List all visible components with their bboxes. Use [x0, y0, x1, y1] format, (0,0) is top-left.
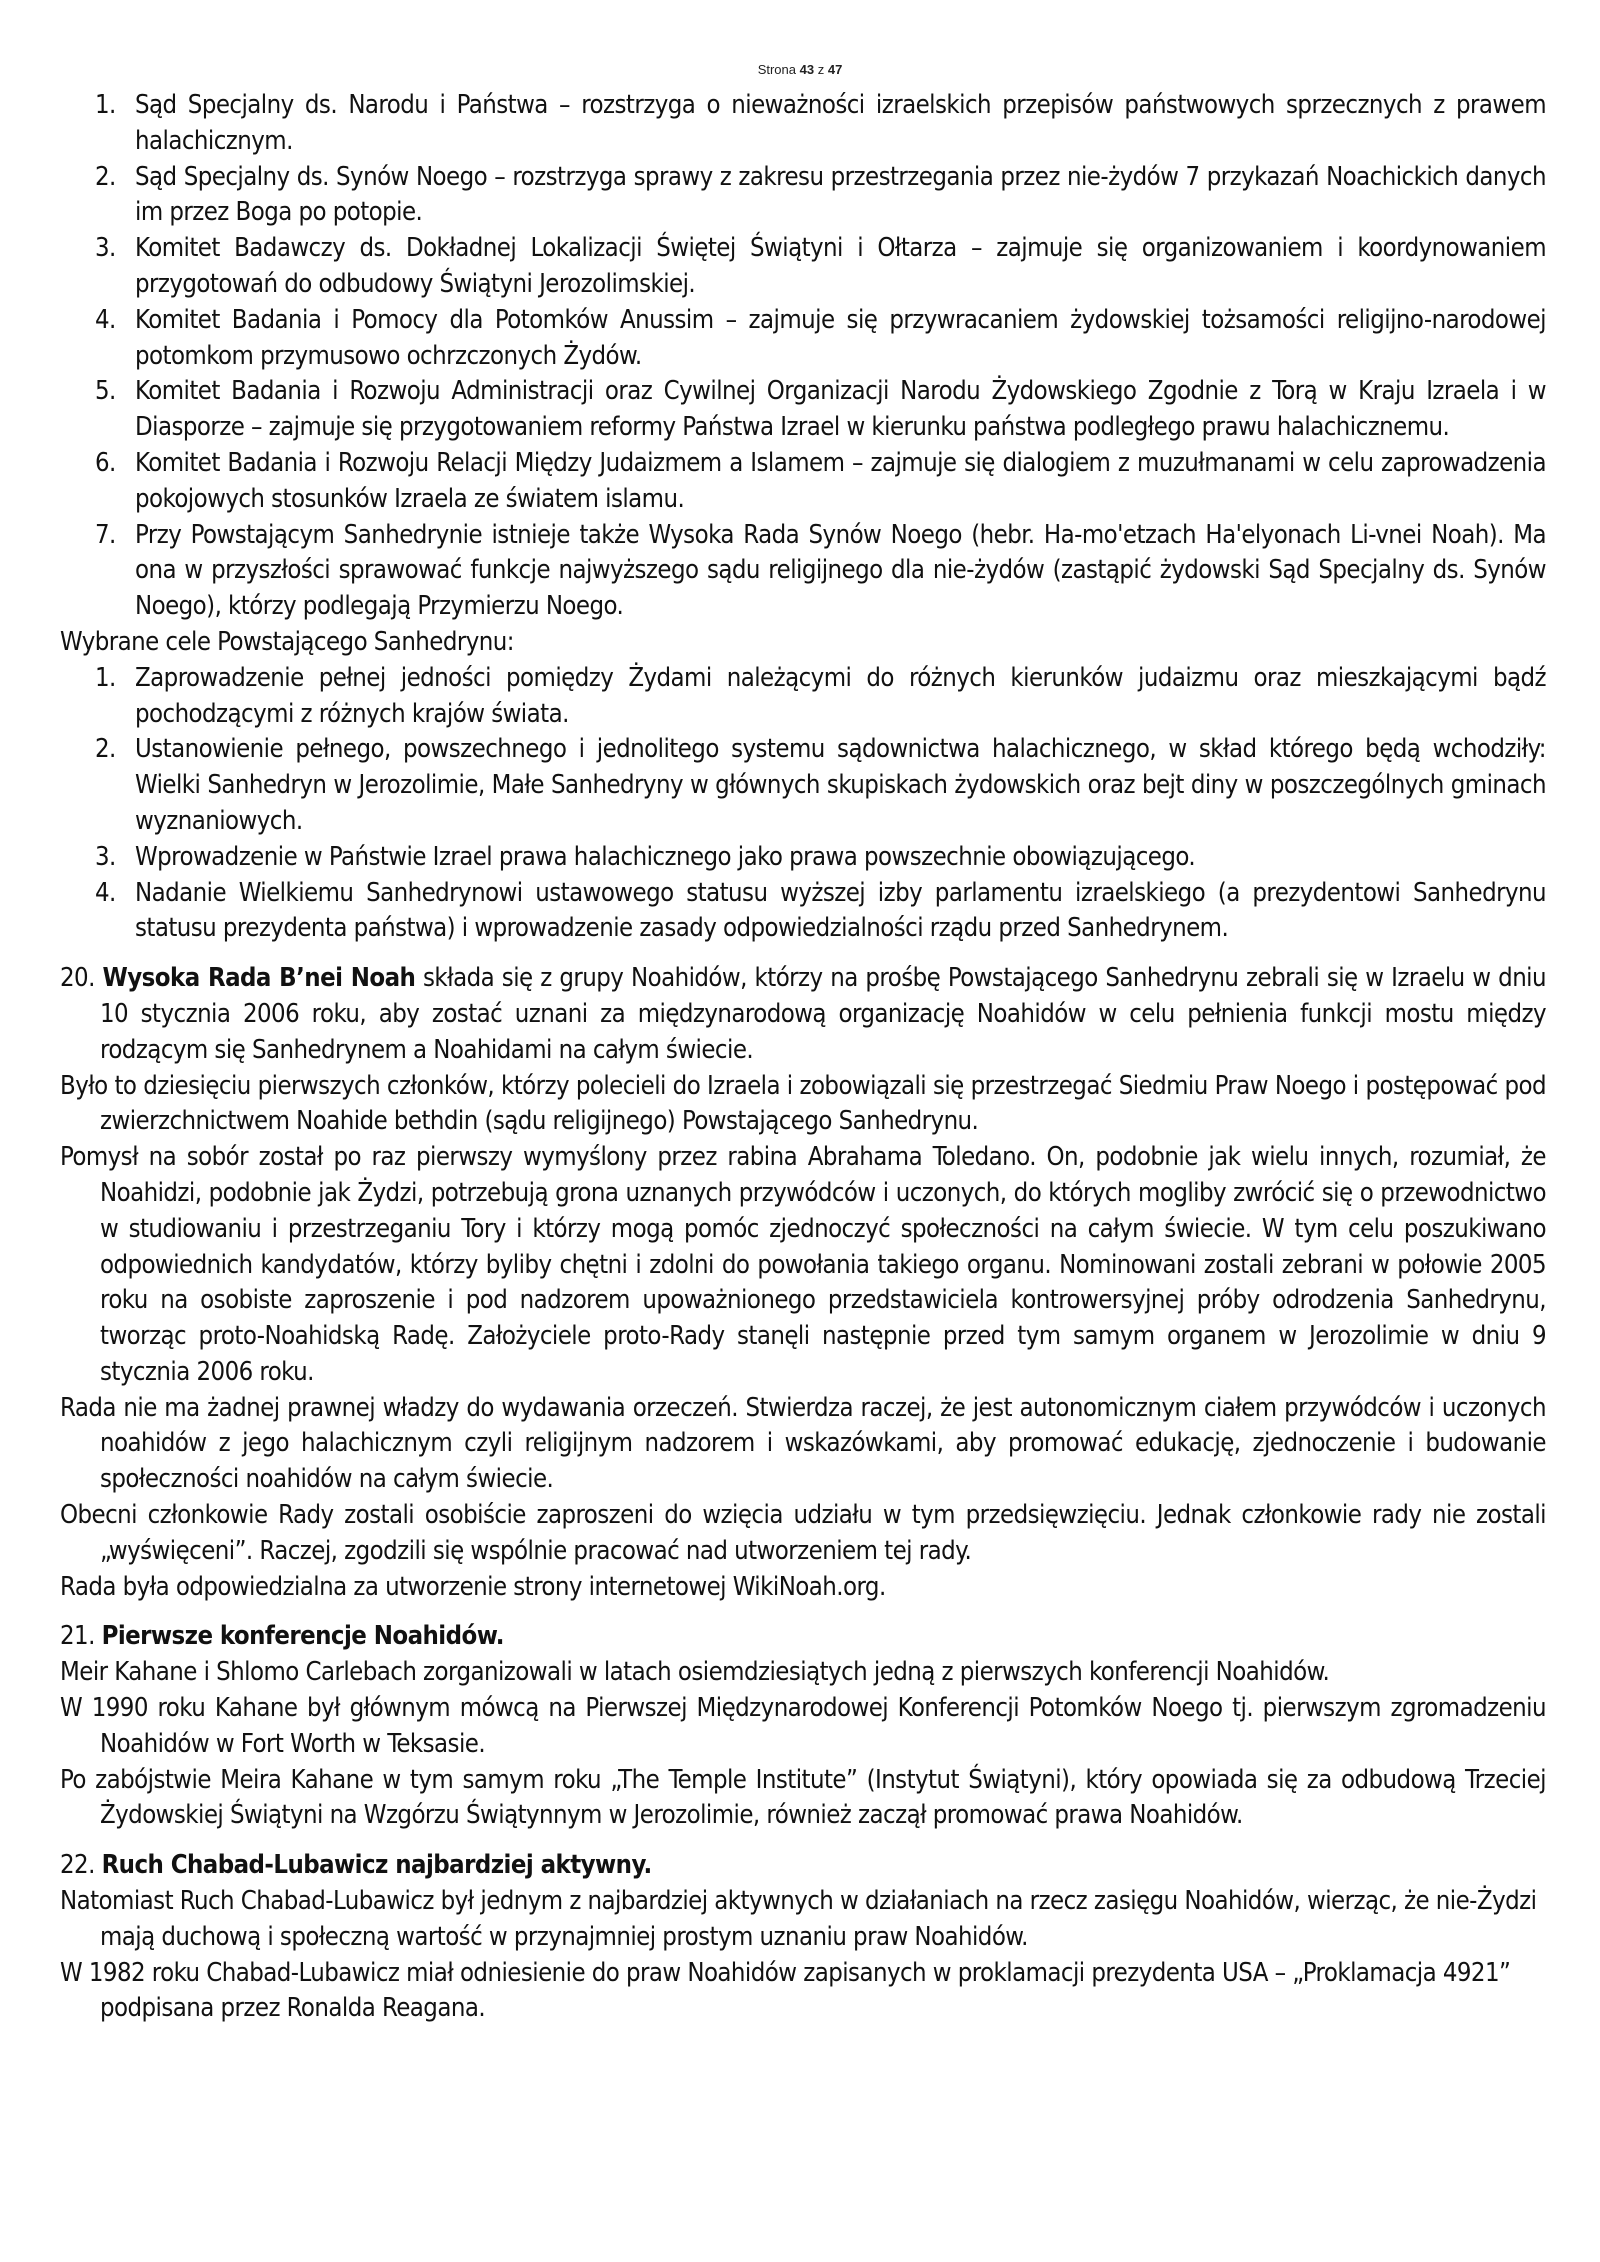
list-text: Sąd Specjalny ds. Narodu i Państwa – rozstrzyga o nieważności izraelskich przepisów państwowych sprzecznych z prawem halachicznym. — [135, 90, 1546, 156]
list-text: Przy Powstającym Sanhedrynie istnieje także Wysoka Rada Synów Noego (hebr. Ha-mo'etzach Ha'elyonach Li-vnei Noah). Ma ona w przyszłości sprawować funkcje najwyższego sądu religijnego dla nie-żydów (zastąpić żydowski Sąd Specjalny ds. Synów Noego), którzy podlegają Przymierzu Noego. — [135, 519, 1546, 622]
section-heading — [60, 1848, 1546, 1884]
list-text: Komitet Badania i Rozwoju Relacji Między Judaizmem a Islamem – zajmuje się dialogiem z muzułmanami w celu zaprowadzenia pokojowych stosunków Izraela ze światem islamu. — [135, 447, 1546, 514]
paragraph: Meir Kahane i Shlomo Carlebach zorganizowali w latach osiemdziesiątych jedną z pierwszych konferencji Noahidów. — [60, 1657, 1330, 1688]
current-page: 43 — [799, 62, 815, 77]
list-item — [60, 303, 1546, 375]
goals-intro: Wybrane cele Powstającego Sanhedrynu: — [60, 626, 514, 657]
list-item — [60, 88, 1546, 160]
list-number: 4. — [95, 304, 116, 335]
list-item — [60, 374, 1546, 446]
list-item — [60, 661, 1546, 733]
list-item — [60, 446, 1546, 518]
spacer — [60, 947, 1546, 961]
section-title: Wysoka Rada B’nei Noah — [102, 963, 416, 994]
page-separator: z — [817, 62, 825, 77]
spacer — [60, 1834, 1546, 1848]
list-item — [60, 231, 1546, 303]
list-item — [60, 518, 1546, 625]
list-number: 7. — [95, 519, 116, 550]
section-title: Pierwsze konferencje Noahidów. — [101, 1621, 504, 1652]
list-number: 2. — [95, 734, 116, 765]
list-number: 6. — [95, 447, 116, 478]
list-text: Komitet Badania i Rozwoju Administracji oraz Cywilnej Organizacji Narodu Żydowskiego Zgodnie z Torą w Kraju Izraela i w Diasporze – zajmuje się przygotowaniem reformy Państwa Izrael w kierunku państwa podległego prawu halachicznemu. — [135, 376, 1546, 443]
spacer — [60, 1605, 1546, 1619]
section-21 — [60, 1619, 1546, 1834]
goals-list — [60, 661, 1546, 947]
courts-list — [60, 88, 1546, 625]
section-number: 22. — [60, 1850, 95, 1881]
total-pages: 47 — [827, 62, 843, 77]
paragraph: Po zabójstwie Meira Kahane w tym samym roku „The Temple Institute” (Instytut Świątyni), który opowiada się za odbudową Trzeciej Żydowskiej Świątyni na Wzgórzu Świątynnym w Jerozolimie, również zaczął promować prawa Noahidów. — [60, 1764, 1546, 1831]
paragraph: W 1982 roku Chabad-Lubawicz miał odniesienie do praw Noahidów zapisanych w proklamacji prezydenta USA – „Proklamacja 4921” podpisana przez Ronalda Reagana. — [60, 1957, 1511, 2024]
section-lead-text: składa się z grupy Noahidów, którzy na prośbę Powstającego Sanhedrynu zebrali się w Izraelu w dniu 10 stycznia 2006 roku, aby zostać uznani za międzynarodową organizację Noahidów w celu pełnienia funkcji mostu między rodzącym się Sanhedrynem a Noahidami na całym świecie. — [100, 963, 1547, 1065]
section-heading — [60, 1619, 1546, 1655]
section-number: 21. — [60, 1621, 95, 1652]
list-number: 2. — [95, 161, 116, 192]
paragraph: Rada nie ma żadnej prawnej władzy do wydawania orzeczeń. Stwierdza raczej, że jest autonomicznym ciałem przywódców i uczonych noahidów z jego halachicznym czyli religijnym nadzorem i wskazówkami, aby promować edukację, zjednoczenie i budowanie społeczności noahidów na całym świecie. — [60, 1392, 1546, 1495]
list-text: Wprowadzenie w Państwie Izrael prawa halachicznego jako prawa powszechnie obowiązującego. — [135, 841, 1196, 872]
section-22 — [60, 1848, 1546, 2027]
list-number: 4. — [95, 877, 116, 908]
list-text: Ustanowienie pełnego, powszechnego i jednolitego systemu sądownictwa halachicznego, w skład którego będą wchodziły: Wielki Sanhedryn w Jerozolimie, Małe Sanhedryny w głównych skupiskach żydowskich oraz bejt diny w poszczególnych gminach wyznaniowych. — [135, 734, 1546, 836]
paragraph: Natomiast Ruch Chabad-Lubawicz był jednym z najbardziej aktywnych w działaniach na rzecz zasięgu Noahidów, wierząc, że nie-Żydzi mają duchową i społeczną wartość w przynajmniej prostym uznaniu praw Noahidów. — [60, 1886, 1537, 1952]
list-text: Komitet Badawczy ds. Dokładnej Lokalizacji Świętej Świątyni i Ołtarza – zajmuje się organizowaniem i koordynowaniem przygotowań do odbudowy Świątyni Jerozolimskiej. — [135, 233, 1546, 299]
paragraph: Rada była odpowiedzialna za utworzenie strony internetowej WikiNoah.org. — [60, 1571, 886, 1602]
list-item — [60, 732, 1546, 839]
list-text: Komitet Badania i Pomocy dla Potomków Anussim – zajmuje się przywracaniem żydowskiej tożsamości religijno-narodowej potomkom przymusowo ochrzczonych Żydów. — [135, 304, 1546, 371]
paragraph: Obecni członkowie Rady zostali osobiście zaproszeni do wzięcia udziału w tym przedsięwzięciu. Jednak członkowie rady nie zostali „wyświęceni”. Raczej, zgodzili się wspólnie pracować nad utworzeniem tej rady. — [60, 1500, 1546, 1566]
list-item — [60, 160, 1546, 232]
list-item — [60, 840, 1546, 876]
section-20 — [60, 961, 1546, 1605]
paragraph: W 1990 roku Kahane był głównym mówcą na Pierwszej Międzynarodowej Konferencji Potomków Noego tj. pierwszym zgromadzeniu Noahidów w Fort Worth w Teksasie. — [60, 1693, 1546, 1759]
section-number: 20. — [60, 963, 95, 994]
section-20-lead — [60, 961, 1546, 1068]
paragraph: Pomysł na sobór został po raz pierwszy wymyślony przez rabina Abrahama Toledano. On, podobnie jak wielu innych, rozumiał, że Noahidzi, podobnie jak Żydzi, potrzebują grona uznanych przywódców i uczonych, do których mogliby zwrócić się o przewodnictwo w studiowaniu i przestrzeganiu Tory i którzy mogą pomóc zjednoczyć społeczności na całym świecie. W tym celu poszukiwano odpowiednich kandydatów, którzy byliby chętni i zdolni do powołania takiego organu. Nominowani zostali zebrani w połowie 2005 roku na osobiste zaproszenie i pod nadzorem upoważnionego przedstawiciela kontrowersyjnej próby odrodzenia Sanhedrynu, tworząc proto-Noahidską Radę. Założyciele proto-Rady stanęli następnie przed tym samym organem w Jerozolimie w dniu 9 stycznia 2006 roku. — [60, 1142, 1546, 1387]
section-title: Ruch Chabad-Lubawicz najbardziej aktywny. — [101, 1850, 652, 1881]
document-body — [60, 88, 1546, 2027]
list-number: 3. — [95, 841, 116, 872]
page-number-header — [0, 62, 1600, 77]
page-label: Strona — [757, 62, 796, 77]
list-item — [60, 876, 1546, 948]
list-text: Nadanie Wielkiemu Sanhedrynowi ustawowego statusu wyższej izby parlamentu izraelskiego (a prezydentowi Sanhedrynu statusu prezydenta państwa) i wprowadzenie zasady odpowiedzialności rządu przed Sanhedrynem. — [135, 877, 1546, 944]
paragraph: Było to dziesięciu pierwszych członków, którzy polecieli do Izraela i zobowiązali się przestrzegać Siedmiu Praw Noego i postępować pod zwierzchnictwem Noahide bethdin (sądu religijnego) Powstającego Sanhedrynu. — [60, 1070, 1546, 1137]
list-number: 3. — [95, 233, 116, 264]
list-number: 5. — [95, 376, 116, 407]
list-number: 1. — [95, 662, 116, 693]
list-text: Sąd Specjalny ds. Synów Noego – rozstrzyga sprawy z zakresu przestrzegania przez nie-żydów 7 przykazań Noachickich danych im przez Boga po potopie. — [135, 161, 1546, 228]
list-text: Zaprowadzenie pełnej jedności pomiędzy Żydami należącymi do różnych kierunków judaizmu oraz mieszkającymi bądź pochodzącymi z różnych krajów świata. — [135, 662, 1546, 729]
list-number: 1. — [95, 90, 116, 120]
